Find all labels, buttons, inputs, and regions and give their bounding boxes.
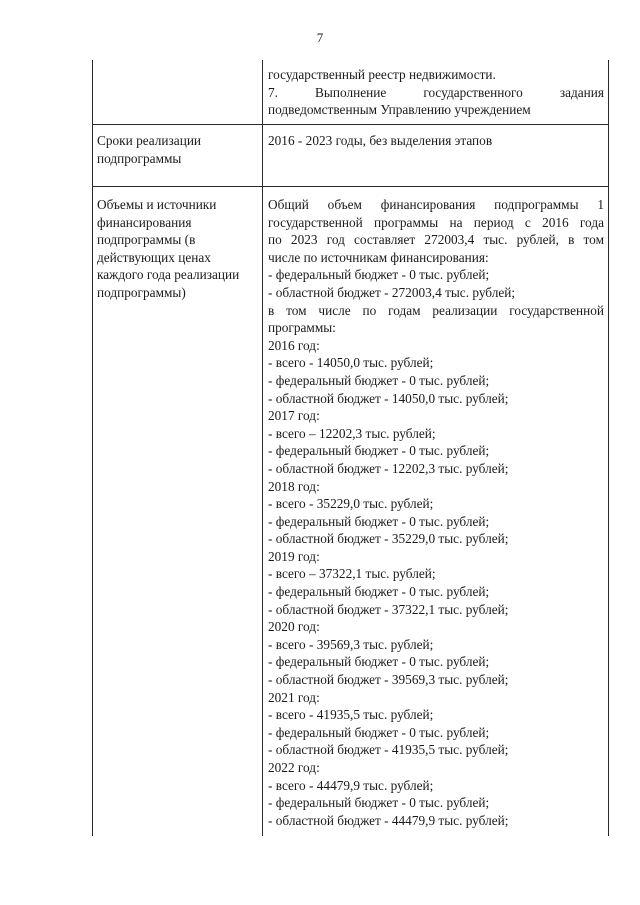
text-line: - всего – 37322,1 тыс. рублей;: [268, 566, 436, 582]
text-line: - всего - 41935,5 тыс. рублей;: [268, 707, 434, 723]
text-line: подведомственным Управлению учреждением: [268, 102, 531, 118]
text-line: - областной бюджет - 35229,0 тыс. рублей;: [268, 531, 509, 547]
text-line: - всего – 12202,3 тыс. рублей;: [268, 425, 436, 441]
text-line: - федеральный бюджет - 0 тыс. рублей;: [268, 584, 490, 600]
table-column-divider: [262, 60, 263, 836]
text-line: в том числе по годам реализации государственной: [268, 302, 604, 318]
text-line: Сроки реализации: [97, 133, 202, 148]
text-line: - областной бюджет - 14050,0 тыс. рублей;: [268, 390, 509, 406]
text-line: - федеральный бюджет - 0 тыс. рублей;: [268, 267, 490, 283]
text-line: финансирования: [97, 214, 192, 230]
text-line: - всего - 14050,0 тыс. рублей;: [268, 355, 434, 371]
text-line: 2016 год:: [268, 337, 320, 353]
text-line: - областной бюджет - 44479,9 тыс. рублей;: [268, 812, 509, 828]
table-cell-period-value: [268, 132, 604, 150]
text-line: - федеральный бюджет - 0 тыс. рублей;: [268, 443, 490, 459]
text-line: - областной бюджет - 37322,1 тыс. рублей;: [268, 601, 509, 617]
text-line: - федеральный бюджет - 0 тыс. рублей;: [268, 513, 490, 529]
table-cell-continuation: [268, 66, 604, 119]
text-line: 2018 год:: [268, 478, 320, 494]
table-row-divider: [92, 124, 609, 125]
text-line: - областной бюджет - 41935,5 тыс. рублей;: [268, 742, 509, 758]
text-line: 7. Выполнение государственного задания: [268, 84, 604, 100]
text-line: - всего - 39569,3 тыс. рублей;: [268, 636, 434, 652]
text-line: Общий объем финансирования подпрограммы 1: [268, 197, 604, 212]
text-line: по 2023 год составляет 272003,4 тыс. рублей, в том: [268, 232, 604, 248]
text-line: 2019 год:: [268, 548, 320, 564]
text-line: подпрограммы: [97, 150, 182, 166]
table-border-right: [608, 60, 609, 836]
text-line: - федеральный бюджет - 0 тыс. рублей;: [268, 372, 490, 388]
table-row-divider: [92, 186, 609, 187]
text-line: каждого года реализации: [97, 267, 240, 283]
text-line: - федеральный бюджет - 0 тыс. рублей;: [268, 795, 490, 811]
text-line: - федеральный бюджет - 0 тыс. рублей;: [268, 654, 490, 670]
text-line: числе по источникам финансирования:: [268, 249, 489, 265]
text-line: Объемы и источники: [97, 197, 217, 212]
table-cell-financing-value: [268, 196, 604, 829]
text-line: - федеральный бюджет - 0 тыс. рублей;: [268, 724, 490, 740]
text-line: 2017 год:: [268, 408, 320, 424]
text-line: 2020 год:: [268, 619, 320, 635]
text-line: подпрограммы): [97, 284, 186, 300]
text-line: 2021 год:: [268, 689, 320, 705]
text-line: программы:: [268, 320, 336, 336]
text-line: государственный реестр недвижимости.: [268, 67, 496, 82]
text-line: - областной бюджет - 39569,3 тыс. рублей;: [268, 672, 509, 688]
table-cell-financing-label: [97, 196, 259, 302]
text-line: - областной бюджет - 272003,4 тыс. рублей;: [268, 284, 516, 300]
page-number: 7: [316, 30, 324, 45]
text-line: 2022 год:: [268, 760, 320, 775]
text-line: 2016 - 2023 годы, без выделения этапов: [268, 133, 493, 148]
text-line: государственной программы на период с 2016 года: [268, 214, 604, 230]
table-border-left: [92, 60, 93, 836]
text-line: - всего - 44479,9 тыс. рублей;: [268, 777, 434, 793]
text-line: - областной бюджет - 12202,3 тыс. рублей;: [268, 460, 509, 476]
text-line: подпрограммы (в: [97, 232, 196, 248]
table-cell-period-label: [97, 132, 259, 167]
text-line: - всего - 35229,0 тыс. рублей;: [268, 496, 434, 512]
text-line: действующих ценах: [97, 249, 211, 265]
